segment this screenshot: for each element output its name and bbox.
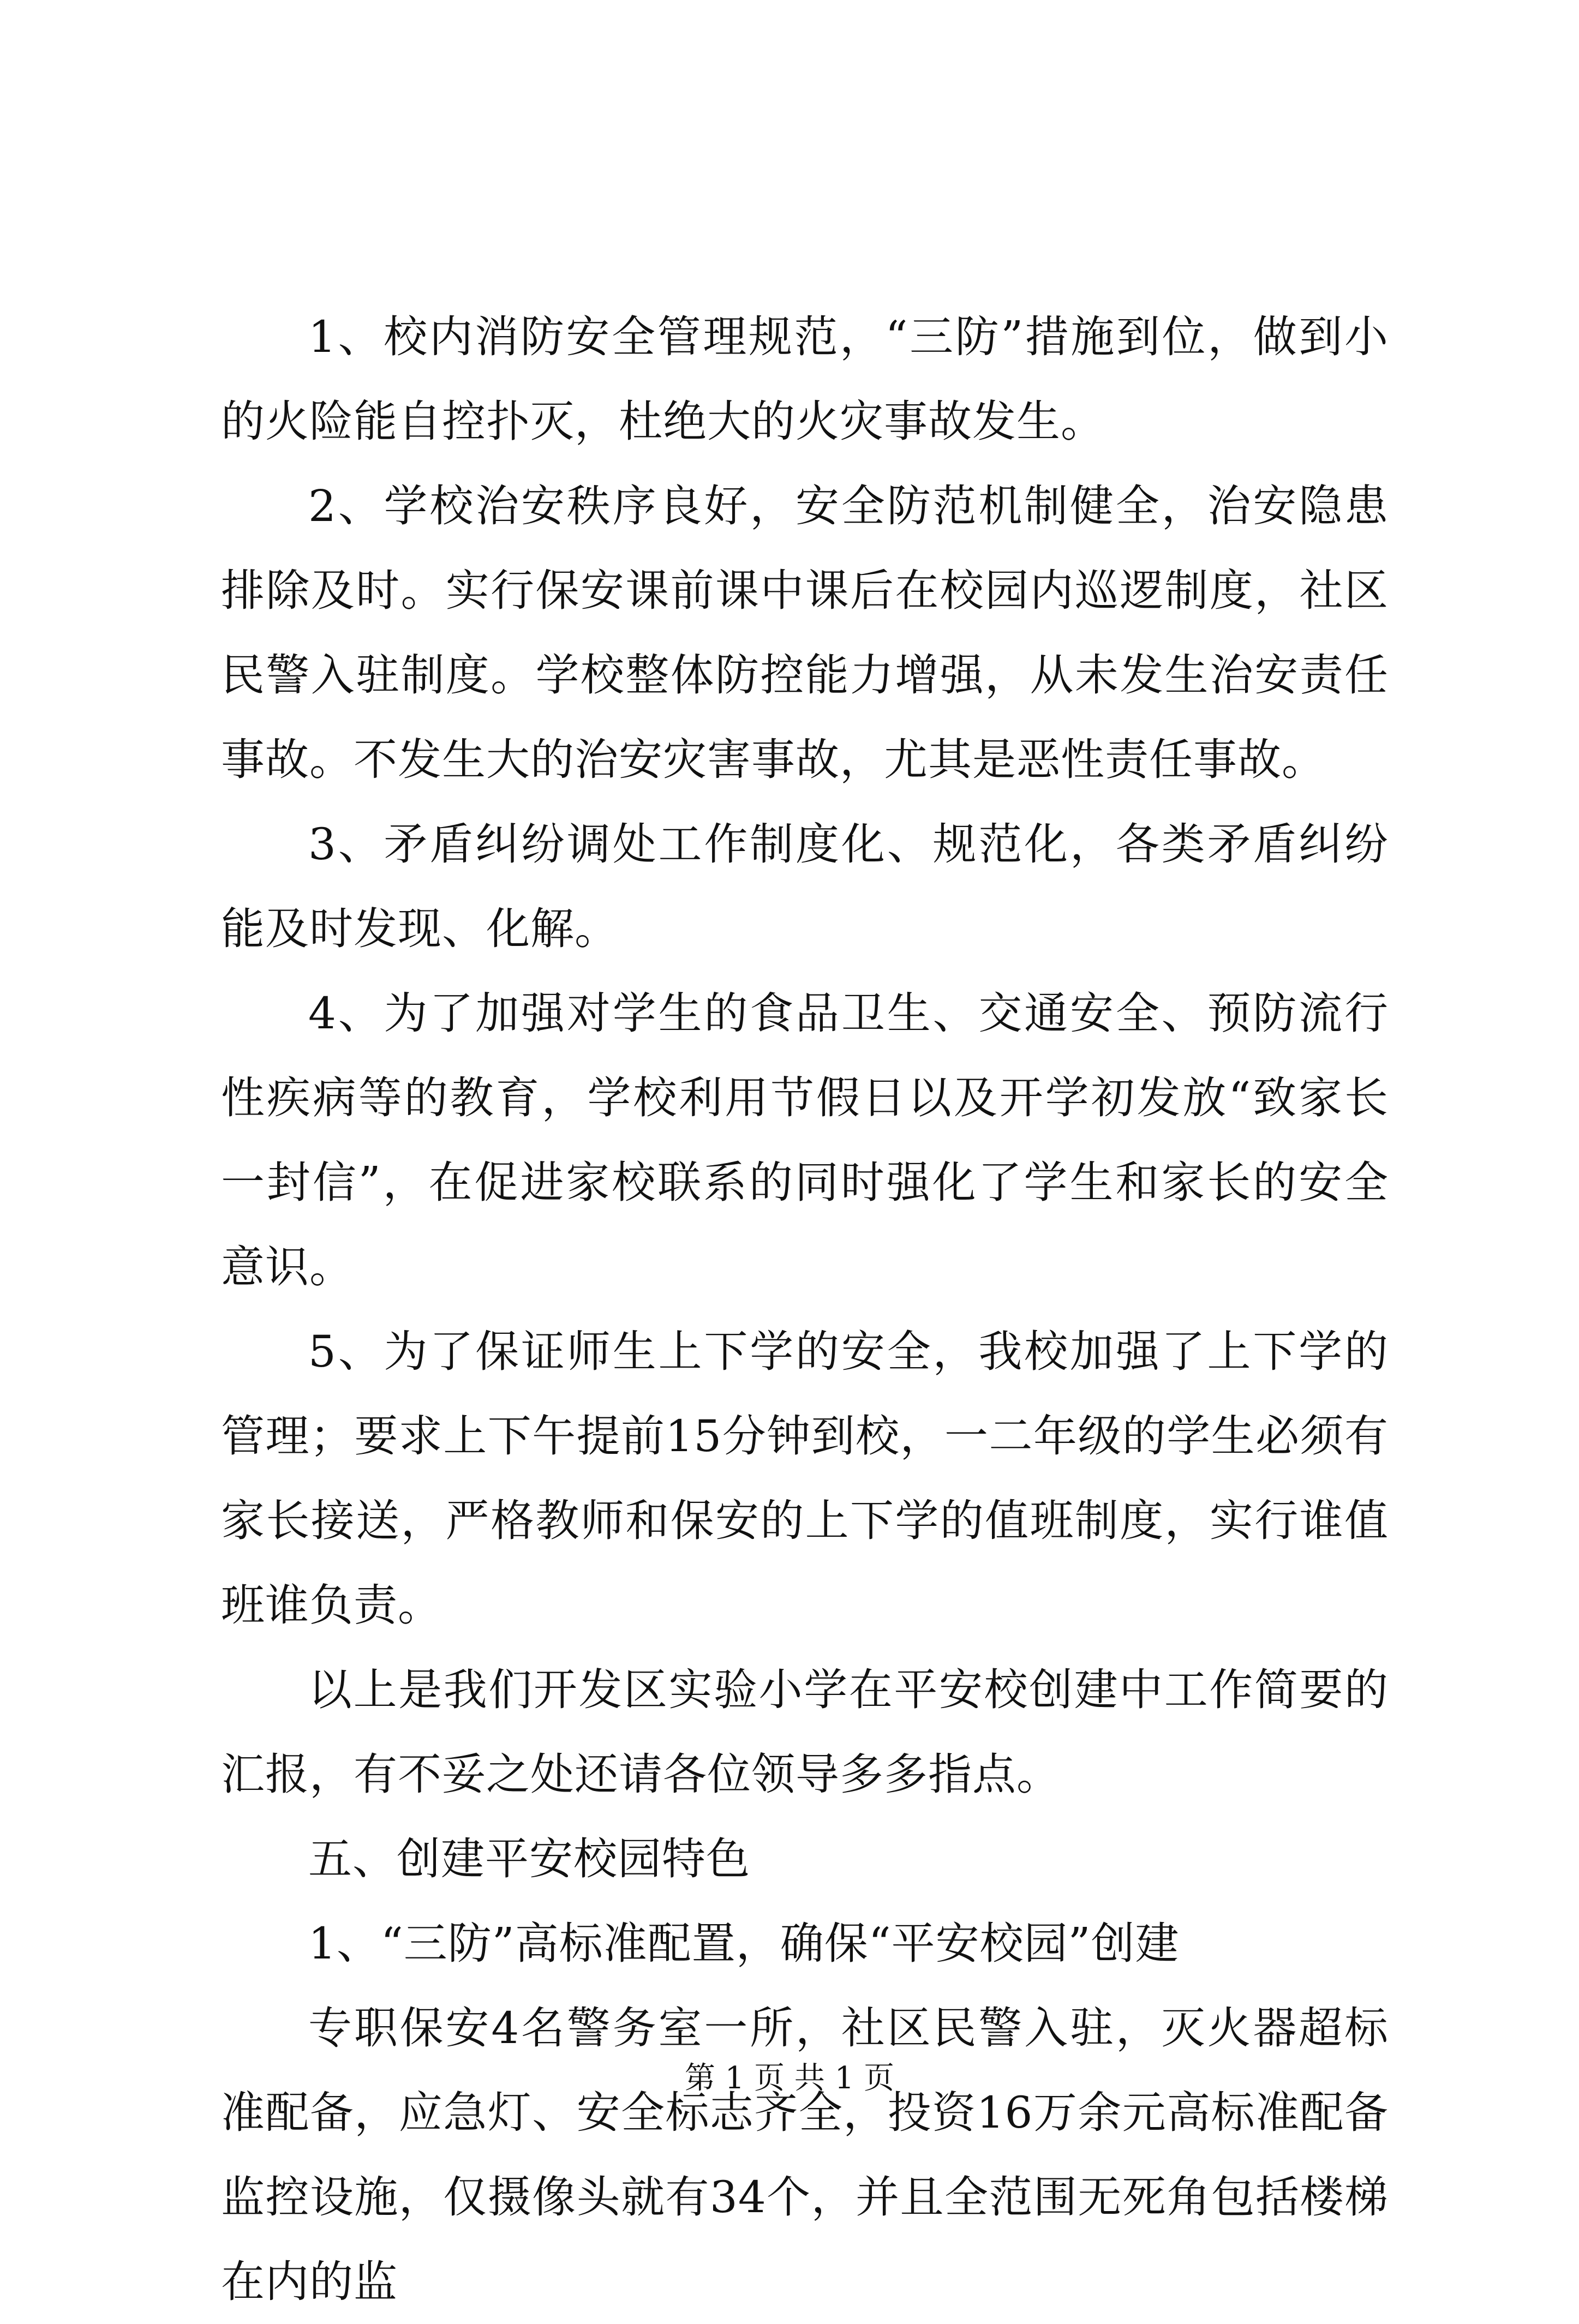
document-body	[221, 295, 1389, 2324]
paragraph-security-order: 2、学校治安秩序良好，安全防范机制健全，治安隐患排除及时。实行保安课前课中课后在校园内巡逻制度，社区民警入驻制度。学校整体防控能力增强，从未发生治安责任事故。不发生大的治安灾害事故，尤其是恶性责任事故。	[221, 481, 1389, 785]
paragraph-dispute-resolution: 3、矛盾纠纷调处工作制度化、规范化，各类矛盾纠纷能及时发现、化解。	[221, 819, 1389, 954]
paragraph-health-education: 4、为了加强对学生的食品卫生、交通安全、预防流行性疾病等的教育，学校利用节假日以及开学初发放“致家长一封信”，在促进家校联系的同时强化了学生和家长的安全意识。	[221, 988, 1389, 1292]
paragraph-summary: 以上是我们开发区实验小学在平安校创建中工作简要的汇报，有不妥之处还请各位领导多多指点。	[221, 1664, 1389, 1800]
subheading-three-defenses: 1、“三防”高标准配置，确保“平安校园”创建	[308, 1918, 1180, 1969]
paragraph-fire-safety: 1、校内消防安全管理规范，“三防”措施到位，做到小的火险能自控扑灭，杜绝大的火灾事故发生。	[221, 312, 1389, 447]
paragraph-equipment: 专职保安4名警务室一所，社区民警入驻，灭火器超标准配备，应急灯、安全标志齐全，投资16万余元高标准配备监控设施，仅摄像头就有34个，并且全范围无死角包括楼梯在内的监	[221, 2003, 1389, 2307]
page-footer: 第 1 页 共 1 页	[684, 2061, 895, 2096]
section-heading-features: 五、创建平安校园特色	[308, 1834, 750, 1884]
paragraph-commute-safety: 5、为了保证师生上下学的安全，我校加强了上下学的管理；要求上下午提前15分钟到校，一二年级的学生必须有家长接送，严格教师和保安的上下学的值班制度，实行谁值班谁负责。	[221, 1326, 1389, 1631]
